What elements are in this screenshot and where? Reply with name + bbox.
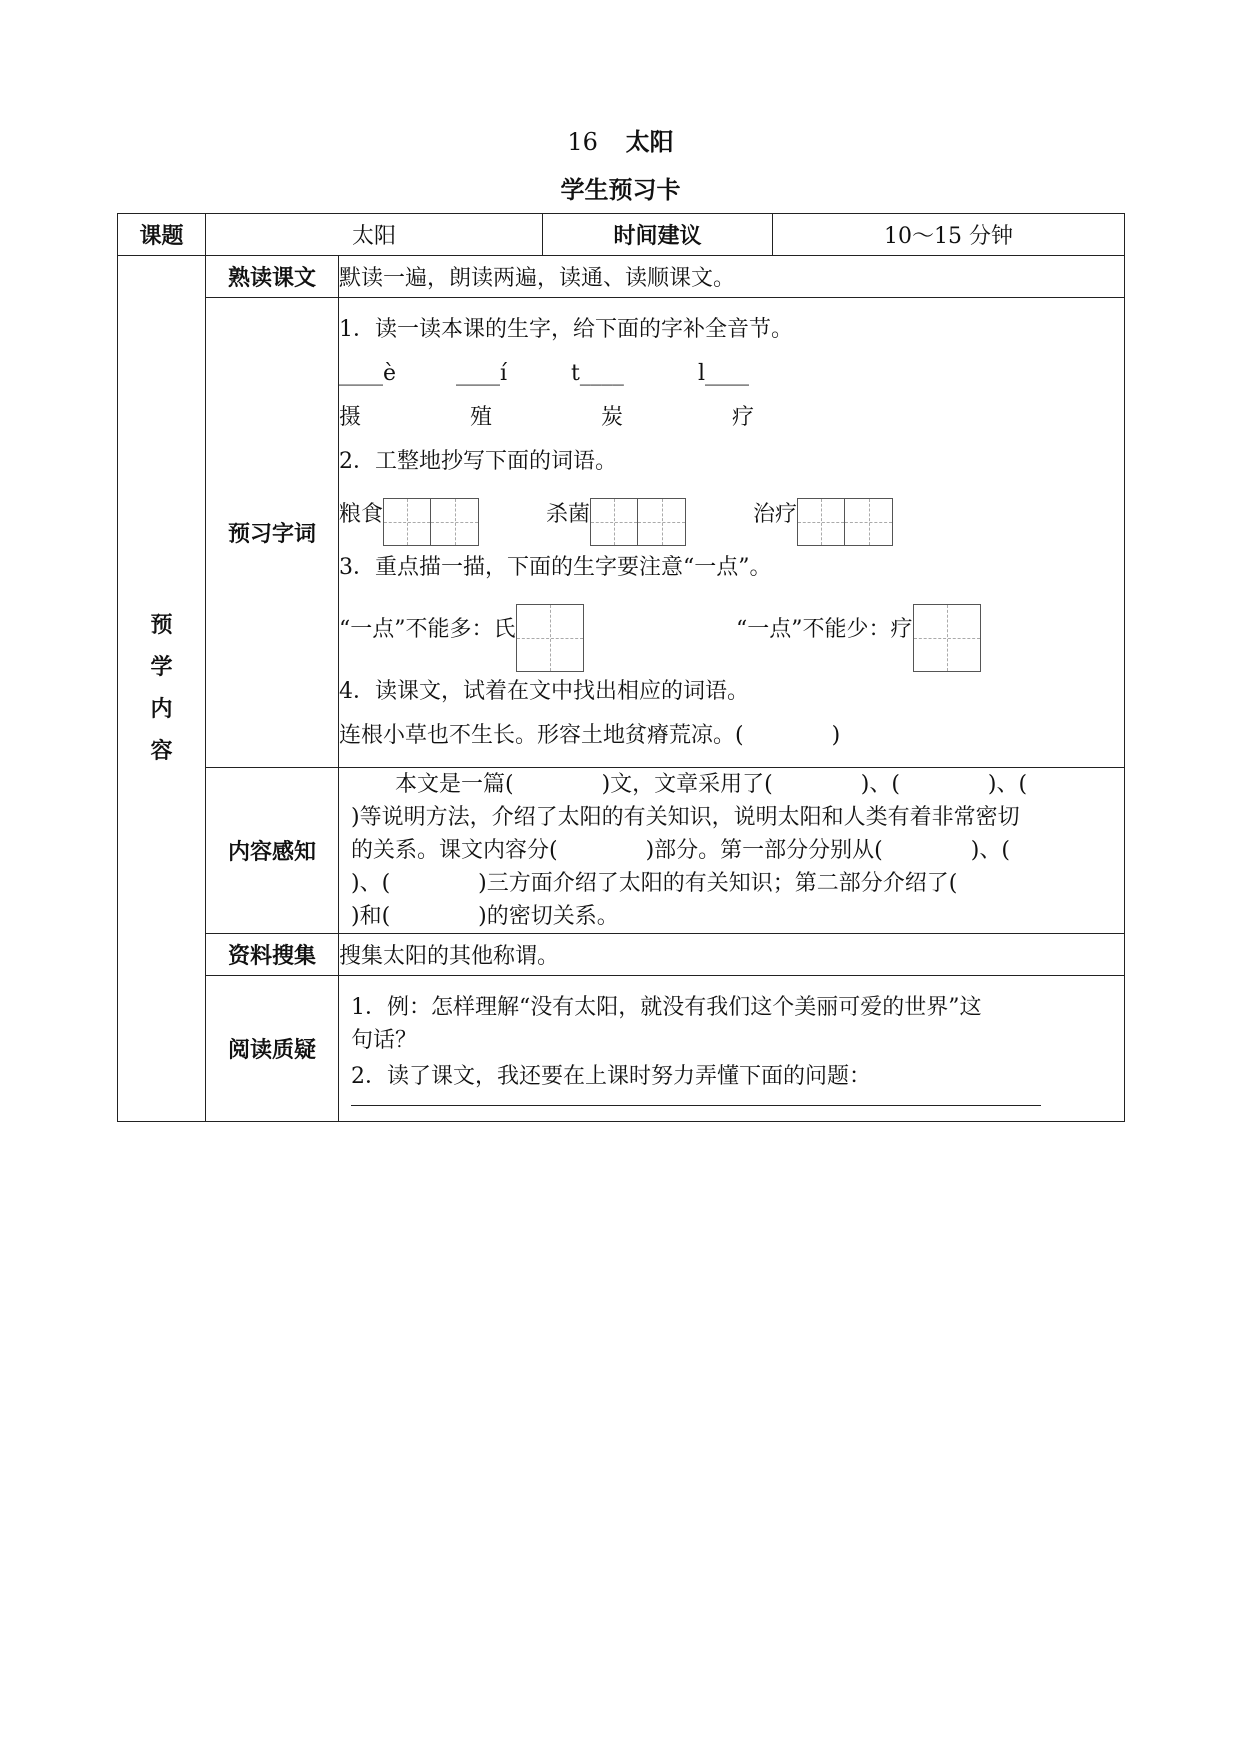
content-line: )和( )的密切关系。: [351, 904, 619, 929]
trace-row: [339, 590, 1124, 670]
lesson-heading: [0, 122, 1241, 157]
pinyin-blank[interactable]: t____: [571, 360, 624, 386]
vocab-content: [339, 298, 1125, 768]
reading-label: 熟读课文: [206, 256, 339, 298]
row-reading: [118, 256, 1125, 298]
tracing-grid-box[interactable]: [516, 604, 584, 672]
pinyin-blank[interactable]: ____è: [339, 360, 397, 386]
copy-word: 杀菌: [546, 501, 591, 527]
trace-group-more: [339, 590, 729, 670]
content-line: 本文是一篇( )文，文章采用了( )、( )、(: [351, 772, 1028, 797]
copy-word: 粮食: [339, 501, 384, 527]
writing-grid-box[interactable]: [431, 498, 479, 546]
answer-line[interactable]: [351, 1101, 1041, 1106]
writing-grid-box[interactable]: [383, 498, 431, 546]
row-vocab: [118, 298, 1125, 768]
pinyin-blank[interactable]: ____í: [456, 360, 508, 386]
card-title: 学生预习卡: [560, 176, 681, 204]
lesson-title: 太阳: [625, 128, 674, 156]
section-label: 预学内容: [150, 612, 173, 764]
vocab-q3: 3．重点描一描，下面的生字要注意“一点”。: [339, 554, 772, 580]
question-1-line2: 句话？: [351, 1028, 418, 1053]
question-1-line1: 1．例：怎样理解“没有太阳，就没有我们这个美丽可爱的世界”这: [351, 995, 982, 1020]
copy-words-row: [339, 484, 1124, 546]
lesson-number: 16: [567, 128, 598, 156]
row-materials: [118, 934, 1125, 976]
content-line: )、( )三方面介绍了太阳的有关知识；第二部分介绍了(: [351, 871, 958, 896]
vocab-q4: 4．读课文，试着在文中找出相应的词语。: [339, 678, 749, 704]
tracing-grid-box[interactable]: [913, 604, 981, 672]
copy-word: 治疗: [753, 501, 798, 527]
char: 炭: [601, 404, 624, 430]
row-content: [118, 768, 1125, 934]
content-line: 的关系。课文内容分( )部分。第一部分分别从( )、(: [351, 838, 1010, 863]
copy-word-group: [339, 484, 539, 546]
vocab-q2: 2．工整地抄写下面的词语。: [339, 448, 617, 474]
content-text: [339, 768, 1125, 934]
copy-word-group: [753, 484, 933, 546]
writing-grid-box[interactable]: [797, 498, 845, 546]
vocab-q1: 1．读一读本课的生字，给下面的字补全音节。: [339, 316, 793, 342]
section-label-cell: [118, 256, 206, 1122]
vocab-q4-text: 连根小草也不生长。形容土地贫瘠荒凉。( ): [339, 722, 841, 748]
pinyin-blank[interactable]: l____: [698, 360, 750, 386]
writing-grid-box[interactable]: [590, 498, 638, 546]
trace-group-less: [736, 590, 981, 670]
preview-card-table: [117, 213, 1125, 1122]
questions-content: [339, 976, 1125, 1122]
char: 殖: [470, 404, 493, 430]
row-questions: [118, 976, 1125, 1122]
writing-grid-box[interactable]: [845, 498, 893, 546]
vocab-label: 预习字词: [206, 298, 339, 768]
copy-word-group: [546, 484, 746, 546]
topic-value: 太阳: [206, 214, 543, 256]
dot-less-text: “一点”不能少：疗: [736, 616, 913, 642]
content-label: 内容感知: [206, 768, 339, 934]
char: 摄: [339, 404, 362, 430]
pinyin-row: [339, 352, 1124, 396]
char-row: [339, 396, 1124, 440]
dot-more-text: “一点”不能多：氏: [339, 616, 516, 642]
topic-label: 课题: [118, 214, 206, 256]
reading-text: 默读一遍，朗读两遍，读通、读顺课文。: [339, 256, 1125, 298]
question-2: 2．读了课文，我还要在上课时努力弄懂下面的问题：: [351, 1064, 871, 1089]
materials-label: 资料搜集: [206, 934, 339, 976]
time-label: 时间建议: [543, 214, 773, 256]
materials-text: 搜集太阳的其他称谓。: [339, 934, 1125, 976]
header-row: [118, 214, 1125, 256]
writing-grid-box[interactable]: [638, 498, 686, 546]
content-line: )等说明方法，介绍了太阳的有关知识，说明太阳和人类有着非常密切: [351, 805, 1020, 830]
time-value: 10～15 分钟: [773, 214, 1125, 256]
questions-label: 阅读质疑: [206, 976, 339, 1122]
char: 疗: [732, 404, 755, 430]
